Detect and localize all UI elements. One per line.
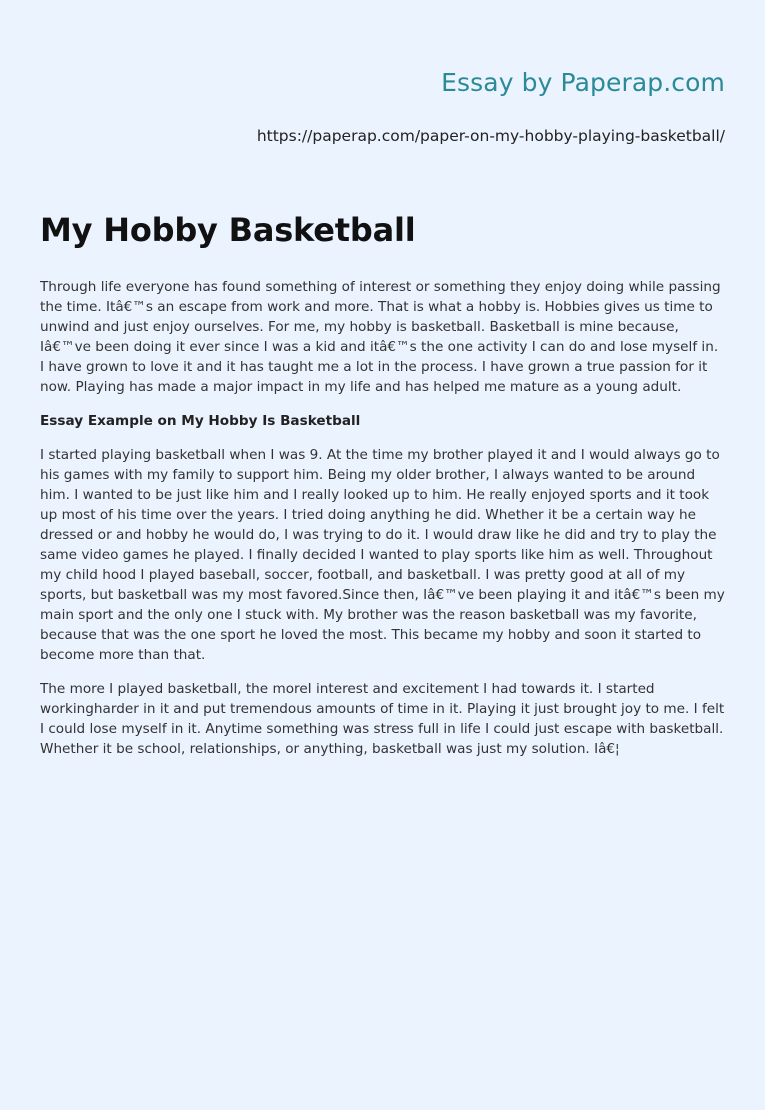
source-url[interactable]: https://paperap.com/paper-on-my-hobby-playing-basketball/ — [256, 127, 725, 145]
section-subheading: Essay Example on My Hobby Is Basketball — [40, 413, 361, 429]
paragraph: Through life everyone has found something of interest or something they enjoy doing while passing the time. Itâ€™s an escape from work and more. That is what a hobby is. Hobbies gives us time to unwind and just enjoy ourselves. For me, my hobby is basketball. Basketball is mine because, Iâ€™ve been doing it ever since I was a kid and itâ€™s the one activity I can do and lose myself in. I have grown to love it and it has taught me a lot in the process. I have grown a true passion for it now. Playing has made a major impact in my life and has helped me mature as a young adult. — [40, 279, 721, 395]
page-header — [40, 66, 725, 146]
site-brand[interactable]: Essay by Paperap.com — [441, 68, 725, 97]
essay-title: My Hobby Basketball — [40, 211, 416, 249]
paragraph: The more I played basketball, the moreI interest and excitement I had towards it. I started workingharder in it and put tremendous amounts of time in it. Playing it just brought joy to me. I felt I could lose myself in it. Anytime something was stress full in life I could just escape with basketball. Whether it be school, relationships, or anything, basketball was just my solution. Iâ€¦ — [40, 681, 725, 757]
paragraph: I started playing basketball when I was 9. At the time my brother played it and I would always go to his games with my family to support him. Being my older brother, I always wanted to be around him. I wanted to be just like him and I really looked up to him. He really enjoyed sports and it took up most of his time over the years. I tried doing anything he did. Whether it be a certain way he dressed or and hobby he would do, I was trying to do it. I would draw like he did and try to play the same video games he played. I finally decided I wanted to play sports like him as well. Throughout my child hood I played baseball, soccer, football, and basketball. I was pretty good at all of my sports, but basketball was my most favored.Since then, Iâ€™ve been playing it and itâ€™s been my main sport and the only one I stuck with. My brother was the reason basketball was my favorite, because that was the one sport he loved the most. This became my hobby and soon it started to become more than that. — [40, 447, 725, 663]
document-page — [40, 0, 725, 1110]
essay-body — [40, 277, 725, 773]
